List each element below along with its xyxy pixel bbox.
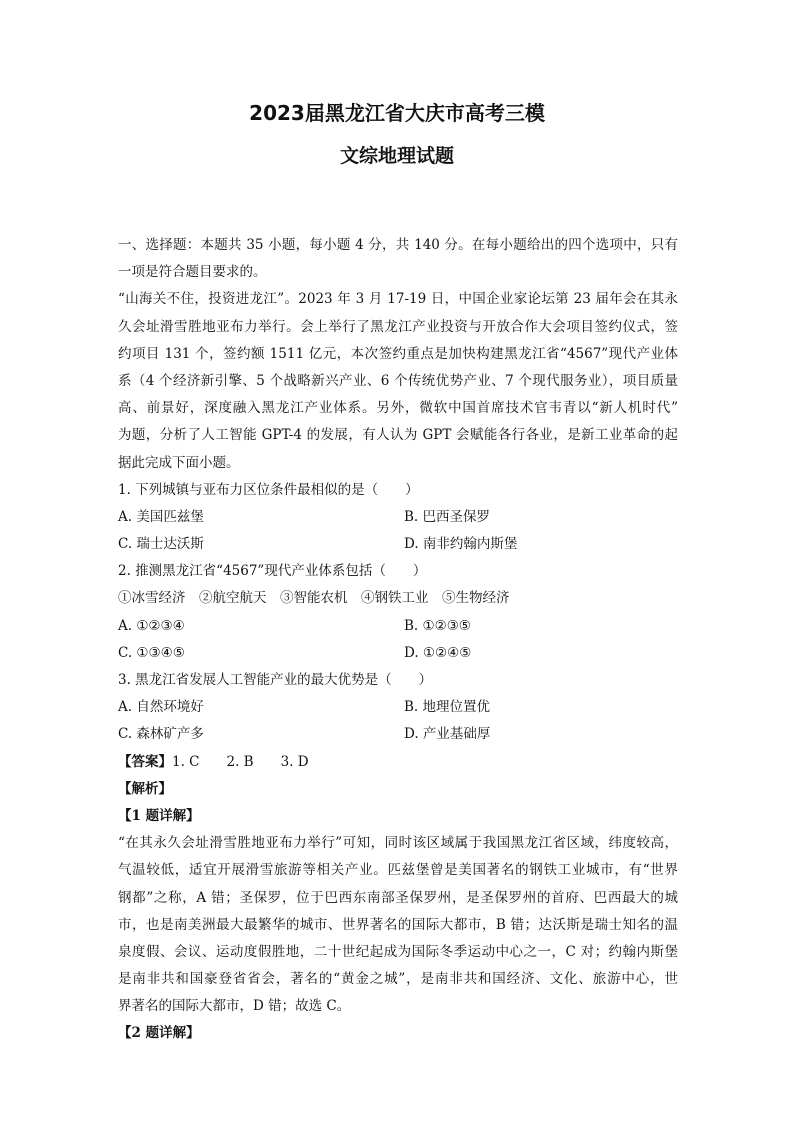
question-3-stem: 3. 黑龙江省发展人工智能产业的最大优势是（ ）: [118, 672, 433, 688]
detail-1-line: 气温较低，适宜开展滑雪旅游等相关产业。匹兹堡曾是美国著名的钢铁工业城市，有“世界: [118, 862, 678, 879]
passage-line: 久会址滑雪胜地亚布力举行。会上举行了黑龙江产业投资与开放合作大会项目签约仪式，签: [118, 318, 678, 335]
answer-text: 1. C 2. B 3. D: [172, 753, 309, 770]
answer-label: 【答案】: [118, 753, 172, 770]
question-3-options-row: [118, 721, 678, 748]
question-1-stem: 1. 下列城镇与亚布力区位条件最相似的是（ ）: [118, 481, 419, 498]
question-2-option-a: A. ①②③④: [118, 617, 185, 634]
passage-line: 系（4 个经济新引擎、5 个战略新兴产业、6 个传统优势产业、7 个现代服务业），项目质量: [118, 372, 678, 389]
question-3-option-c: C. 森林矿产多: [118, 726, 204, 743]
detail-2-label: 【2 题详解】: [118, 1025, 200, 1042]
detail-1-line: 泉度假、会议、运动度假胜地，二十世纪起成为国际冬季运动中心之一，C 对；约翰内斯堡: [118, 943, 678, 960]
document-title: 2023届黑龙江省大庆市高考三模: [249, 101, 545, 125]
question-1-options-row: [118, 504, 678, 531]
question-1-options-row: [118, 531, 678, 558]
section-intro-line: 一项是符合题目要求的。: [118, 264, 267, 281]
document-body: [118, 232, 678, 1048]
question-2-option-d: D. ①②④⑤: [404, 644, 472, 661]
detail-1-line: 界著名的国际大都市，D 错；故选 C。: [118, 998, 351, 1015]
question-2-options-row: [118, 613, 678, 640]
passage-line: “山海关不住，投资进龙江”。2023 年 3 月 17-19 日，中国企业家论坛第 23 届年会在其永: [118, 291, 678, 308]
question-3-option-a: A. 自然环境好: [118, 699, 204, 716]
detail-1-line: 钢都”之称，A 错；圣保罗，位于巴西东南部圣保罗州，是圣保罗州的首府、巴西最大的城: [118, 889, 678, 906]
question-1-option-c: C. 瑞士达沃斯: [118, 536, 204, 553]
answer-line: [118, 749, 678, 776]
question-1-option-a: A. 美国匹兹堡: [118, 508, 204, 525]
question-2-stem: 2. 推测黑龙江省“4567”现代产业体系包括（ ）: [118, 563, 427, 580]
section-intro-line: 一、选择题：本题共 35 小题，每小题 4 分，共 140 分。在每小题给出的四个选项中，只有: [118, 237, 678, 253]
question-2-option-b: B. ①②③⑤: [404, 617, 471, 634]
detail-1-label: 【1 题详解】: [118, 807, 200, 824]
question-1-option-b: B. 巴西圣保罗: [404, 508, 491, 525]
passage-line: 据此完成下面小题。: [118, 454, 240, 471]
question-1-option-d: D. 南非约翰内斯堡: [404, 536, 518, 553]
question-3-option-b: B. 地理位置优: [404, 699, 491, 716]
detail-1-line: 是南非共和国豪登省省会，著名的“黄金之城”，是南非共和国经济、文化、旅游中心，世: [118, 971, 678, 988]
detail-1-line: “在其永久会址滑雪胜地亚布力举行”可知，同时该区域属于我国黑龙江省区域，纬度较高，: [118, 835, 678, 852]
passage-line: 为题，分析了人工智能 GPT-4 的发展，有人认为 GPT 会赋能各行各业，是新工业革命的起: [118, 427, 678, 444]
question-2-items: ①冰雪经济 ②航空航天 ③智能农机 ④钢铁工业 ⑤生物经济: [118, 590, 510, 607]
passage-line: 高、前景好，深度融入黑龙江产业体系。另外，微软中国首席技术官韦青以“新人机时代”: [118, 400, 678, 417]
document-subtitle: 文综地理试题: [339, 145, 454, 167]
question-2-options-row: [118, 640, 678, 667]
detail-1-line: 市，也是南美洲最大最繁华的城市、世界著名的国际大都市，B 错；达沃斯是瑞士知名的温: [118, 916, 678, 933]
analysis-label: 【解析】: [118, 780, 172, 797]
passage-line: 约项目 131 个，签约额 1511 亿元，本次签约重点是加快构建黑龙江省“4567”现代产业体: [118, 345, 678, 362]
question-3-option-d: D. 产业基础厚: [404, 726, 491, 743]
question-3-options-row: [118, 694, 678, 721]
question-2-option-c: C. ①③④⑤: [118, 644, 185, 661]
